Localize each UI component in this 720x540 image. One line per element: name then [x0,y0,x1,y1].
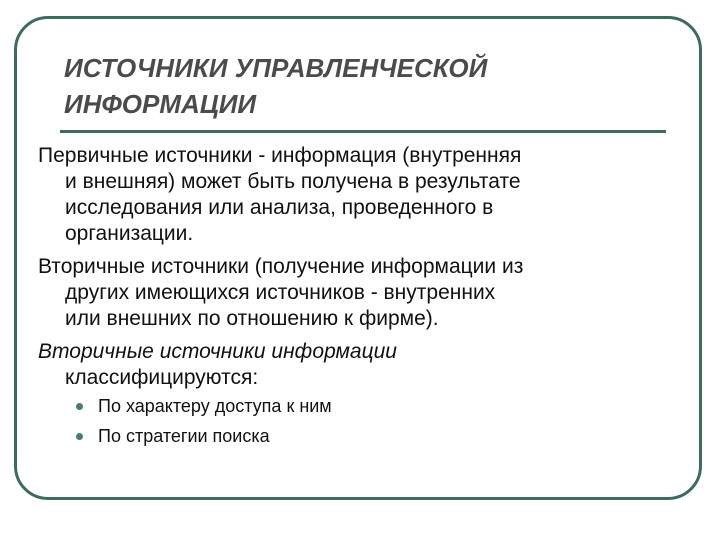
list-item [38,391,698,421]
text-line: Вторичные источники (получение информации из [38,255,524,278]
bullet-icon [76,403,83,410]
list-item-label: По стратегии поиска [98,426,270,446]
text-line: Первичные источники - информация (внутренняя [38,144,522,167]
text-line: или внешних по отношению к фирме). [65,307,439,330]
slide-title [64,50,664,122]
text-line: и внешняя) может быть получена в результате [65,170,521,193]
classification-rest-text: классифицируются: [65,366,259,389]
list-item-label: По характеру доступа к ним [98,396,332,416]
classification-list [38,391,698,451]
primary-sources-paragraph [38,143,698,247]
classification-italic-text: Вторичные источники информации [38,340,397,363]
list-item [38,421,698,451]
title-line-2: ИНФОРМАЦИИ [64,89,257,119]
bullet-icon [76,433,83,440]
text-line: исследования или анализа, проведенного в [65,196,494,219]
text-line: организации. [65,222,194,245]
slide-body [38,143,698,451]
text-line: других имеющихся источников - внутренних [65,281,496,304]
title-divider [60,130,666,133]
title-line-1: ИСТОЧНИКИ УПРАВЛЕНЧЕСКОЙ [64,53,488,83]
secondary-sources-paragraph [38,254,698,332]
classification-paragraph [38,339,698,391]
